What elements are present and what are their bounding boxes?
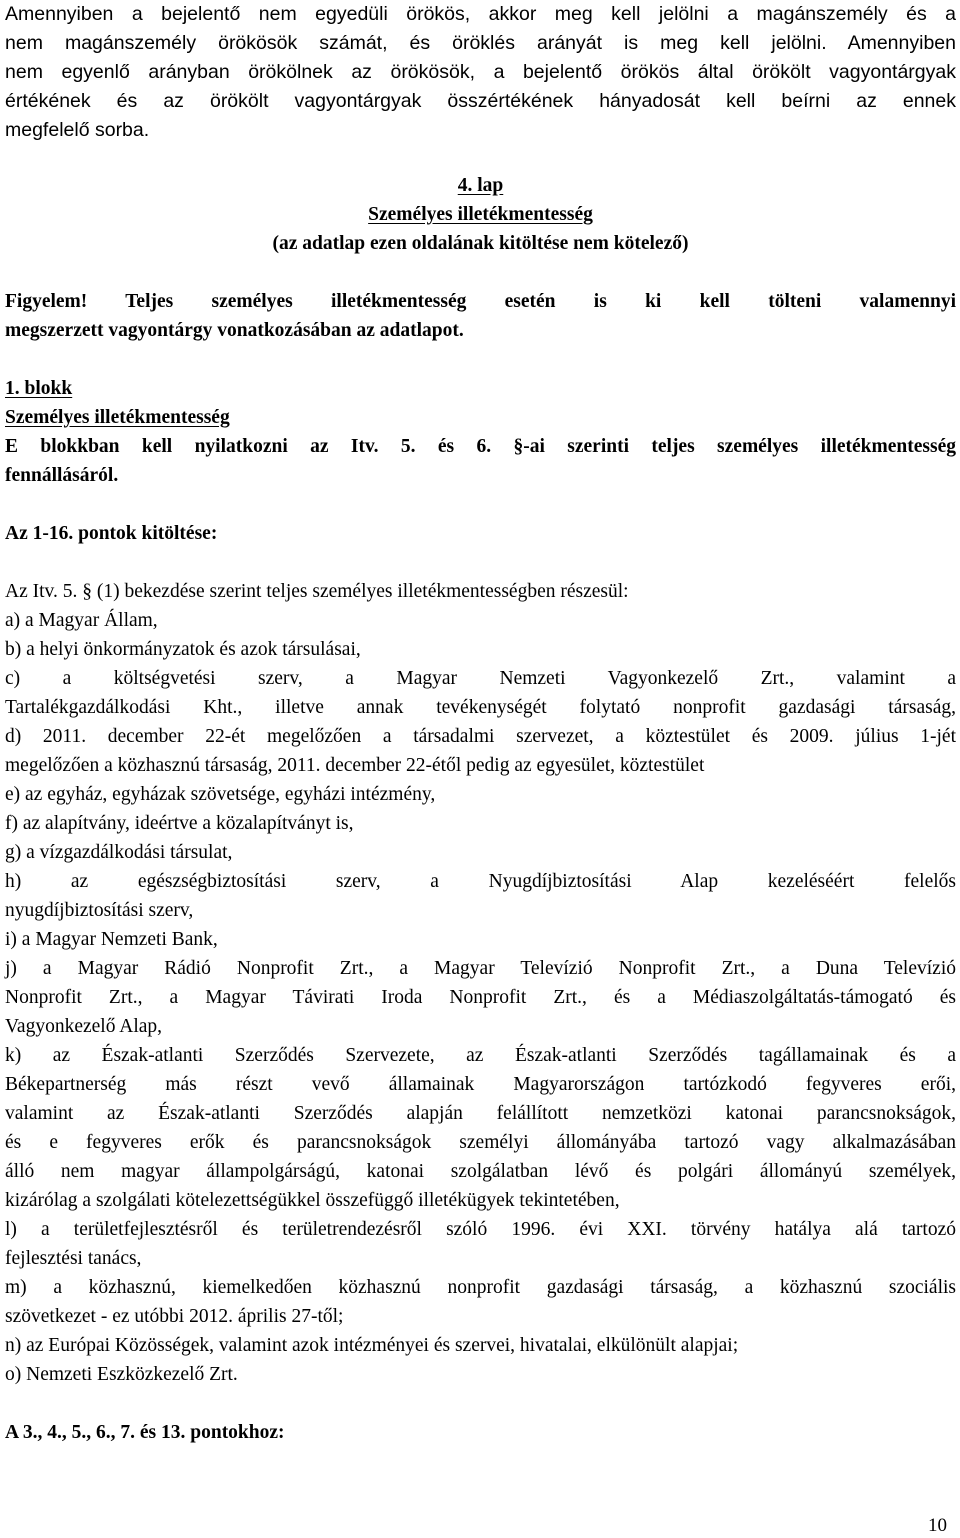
body-line: m) a közhasznú, kiemelkedően közhasznú nonprofit gazdasági társaság, a közhasznú szociális xyxy=(5,1277,956,1298)
body-line: megelőzően a közhasznú társaság, 2011. december 22-étől pedig az egyesület, köztestület xyxy=(5,755,705,776)
body-line: j) a Magyar Rádió Nonprofit Zrt., a Magyar Televízió Nonprofit Zrt., a Duna Televízió xyxy=(5,958,956,979)
body-line: Az Itv. 5. § (1) bekezdése szerint teljes személyes illetékmentességben részesül: xyxy=(5,581,629,602)
intro-line: megfelelő sorba. xyxy=(5,119,150,141)
body-line: d) 2011. december 22-ét megelőzően a társadalmi szervezet, a köztestület és 2009. július 1-jét xyxy=(5,726,956,747)
block-desc-line: fennállásáról. xyxy=(5,465,119,486)
block-title: Személyes illetékmentesség xyxy=(5,407,230,428)
section-title: Személyes illetékmentesség xyxy=(368,204,593,225)
body-line: h) az egészségbiztosítási szerv, a Nyugdíjbiztosítási Alap kezeléséért felelős xyxy=(5,871,956,892)
intro-line: Amennyiben a bejelentő nem egyedüli örökös, akkor meg kell jelölni a magánszemély és a xyxy=(5,3,956,25)
body-line: fejlesztési tanács, xyxy=(5,1248,142,1269)
points-heading: Az 1-16. pontok kitöltése: xyxy=(5,523,218,544)
body-line: n) az Európai Közösségek, valamint azok intézményei és szervei, hivatalai, elkülönült alapjai; xyxy=(5,1335,739,1356)
warning-line: Figyelem! Teljes személyes illetékmentesség esetén is ki kell tölteni valamennyi xyxy=(5,291,956,312)
body-line: Békepartnerség más részt vevő államainak Magyarországon tartózkodó fegyveres erői, xyxy=(5,1074,956,1095)
body-line: o) Nemzeti Eszközkezelő Zrt. xyxy=(5,1364,238,1385)
body-line: kizárólag a szolgálati kötelezettségükkel összefüggő illetékügyek tekintetében, xyxy=(5,1190,620,1211)
block-desc-line: E blokkban kell nyilatkozni az Itv. 5. és 6. §-ai szerinti teljes személyes illetékmentesség xyxy=(5,436,956,457)
page-number: 10 xyxy=(928,1515,947,1536)
body-line: i) a Magyar Nemzeti Bank, xyxy=(5,929,218,950)
block-number: 1. blokk xyxy=(5,378,73,399)
body-line: Nonprofit Zrt., a Magyar Távirati Iroda Nonprofit Zrt., és a Médiaszolgáltatás-támogató és xyxy=(5,987,956,1008)
body-line: c) a költségvetési szerv, a Magyar Nemzeti Vagyonkezelő Zrt., valamint a xyxy=(5,668,956,689)
warning-line: megszerzett vagyontárgy vonatkozásában az adatlapot. xyxy=(5,320,464,341)
body-line: l) a területfejlesztésről és területrendezésről szóló 1996. évi XXI. törvény hatálya alá tartozó xyxy=(5,1219,956,1240)
intro-line: nem egyenlő arányban örökölnek az örökösök, a bejelentő örökös által örökölt vagyontárgyak xyxy=(5,61,956,83)
body-line: b) a helyi önkormányzatok és azok társulásai, xyxy=(5,639,361,660)
body-line: e) az egyház, egyházak szövetsége, egyházi intézmény, xyxy=(5,784,436,805)
intro-line: nem magánszemély örökösök számát, és öröklés arányát is meg kell jelölni. Amennyiben xyxy=(5,32,956,54)
body-line: valamint az Észak-atlanti Szerződés alapján felállított nemzetközi katonai parancsnokságok, xyxy=(5,1103,956,1124)
section-lap: 4. lap xyxy=(457,175,504,196)
intro-line: értékének és az örökölt vagyontárgyak összértékének hányadosát kell beírni az ennek xyxy=(5,90,956,112)
section-note: (az adatlap ezen oldalának kitöltése nem kötelező) xyxy=(272,233,689,254)
body-line: és e fegyveres erők és parancsnokságok személyi állományába tartozó vagy alkalmazásában xyxy=(5,1132,956,1153)
body-line: álló nem magyar állampolgárságú, katonai szolgálatban lévő és polgári állományú személyek, xyxy=(5,1161,956,1182)
body-line: f) az alapítvány, ideértve a közalapítványt is, xyxy=(5,813,354,834)
body-line: Tartalékgazdálkodási Kht., illetve annak tevékenységét folytató nonprofit gazdasági társaság, xyxy=(5,697,956,718)
body-line: szövetkezet - ez utóbbi 2012. április 27-től; xyxy=(5,1306,344,1327)
footer-heading: A 3., 4., 5., 6., 7. és 13. pontokhoz: xyxy=(5,1422,285,1443)
body-line: Vagyonkezelő Alap, xyxy=(5,1016,163,1037)
body-line: k) az Észak-atlanti Szerződés Szervezete, az Észak-atlanti Szerződés tagállamainak és a xyxy=(5,1045,956,1066)
body-line: g) a vízgazdálkodási társulat, xyxy=(5,842,233,863)
body-line: nyugdíjbiztosítási szerv, xyxy=(5,900,194,921)
body-line: a) a Magyar Állam, xyxy=(5,610,158,631)
